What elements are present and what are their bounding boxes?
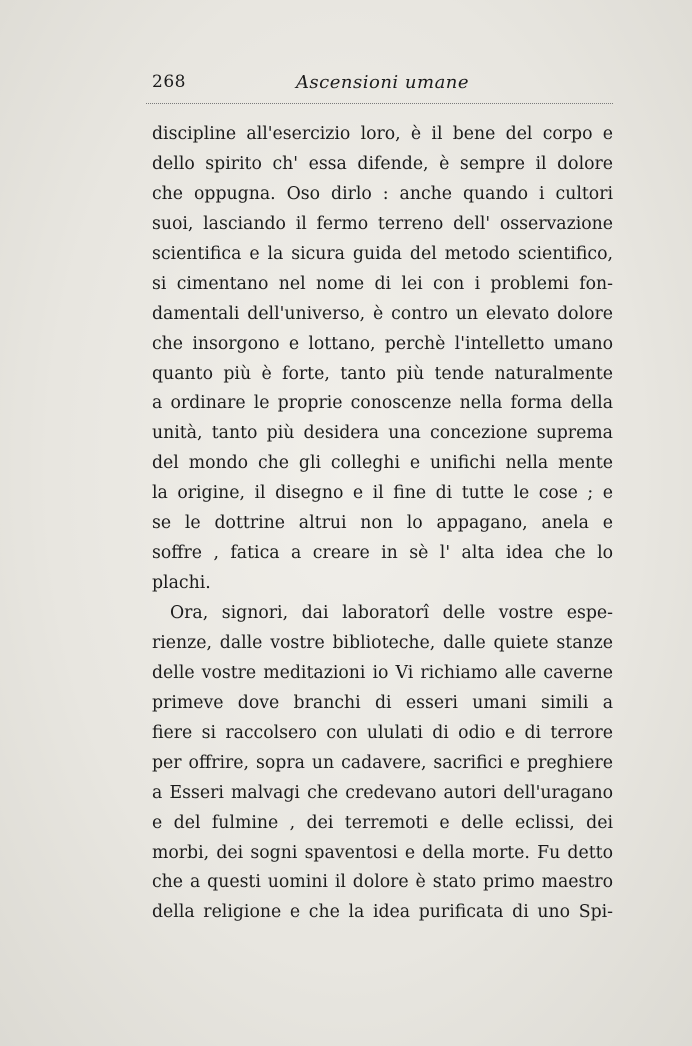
page-number: 268 — [152, 72, 186, 92]
text-line: scientifica e la sicura guida del metodo scientifico, — [152, 243, 613, 264]
text-line: che a questi uomini il dolore è stato primo maestro — [152, 872, 613, 893]
text-line: fiere si raccolsero con ululati di odio e di terrore — [152, 722, 613, 743]
text-line: e del fulmine , dei terremoti e delle eclissi, dei — [152, 812, 613, 833]
text-line: Ora, signori, dai laboratorî delle vostre espe- — [170, 603, 613, 623]
text-line: del mondo che gli colleghi e unifichi nella mente — [152, 453, 613, 474]
text-line: primeve dove branchi di esseri umani simili a — [152, 692, 613, 713]
text-line: unità, tanto più desidera una concezione suprema — [152, 423, 613, 444]
body-text — [152, 120, 613, 928]
text-line: si cimentano nel nome di lei con i problemi fon- — [152, 273, 613, 294]
text-line: per offrire, sopra un cadavere, sacrifici e preghiere — [152, 752, 613, 773]
text-line: a ordinare le proprie conoscenze nella forma della — [152, 393, 613, 414]
text-line: rienze, dalle vostre biblioteche, dalle quiete stanze — [152, 632, 613, 653]
text-line: a Esseri malvagi che credevano autori dell'uragano — [152, 782, 613, 803]
text-line: che insorgono e lottano, perchè l'intelletto umano — [152, 333, 613, 354]
text-line: la origine, il disegno e il fine di tutte le cose ; e — [152, 483, 613, 504]
text-line: della religione e che la idea purificata di uno Spi- — [152, 902, 613, 923]
text-line: se le dottrine altrui non lo appagano, anela e — [152, 513, 613, 534]
text-line: dello spirito ch' essa difende, è sempre il dolore — [152, 153, 613, 174]
text-line: plachi. — [152, 573, 211, 594]
text-line: delle vostre meditazioni io Vi richiamo alle caverne — [152, 662, 613, 683]
header-rule — [146, 103, 613, 104]
page-header — [152, 72, 613, 100]
text-line: che oppugna. Oso dirlo : anche quando i cultori — [152, 183, 613, 204]
text-line: soffre , fatica a creare in sè l' alta idea che lo — [152, 543, 613, 564]
text-line: discipline all'esercizio loro, è il bene del corpo e — [152, 124, 613, 144]
text-line: suoi, lasciando il fermo terreno dell' osservazione — [152, 213, 613, 234]
running-title: Ascensioni umane — [295, 72, 470, 93]
text-line: quanto più è forte, tanto più tende naturalmente — [152, 363, 613, 384]
text-line: damentali dell'universo, è contro un elevato dolore — [152, 303, 613, 324]
text-line: morbi, dei sogni spaventosi e della morte. Fu detto — [152, 842, 613, 863]
